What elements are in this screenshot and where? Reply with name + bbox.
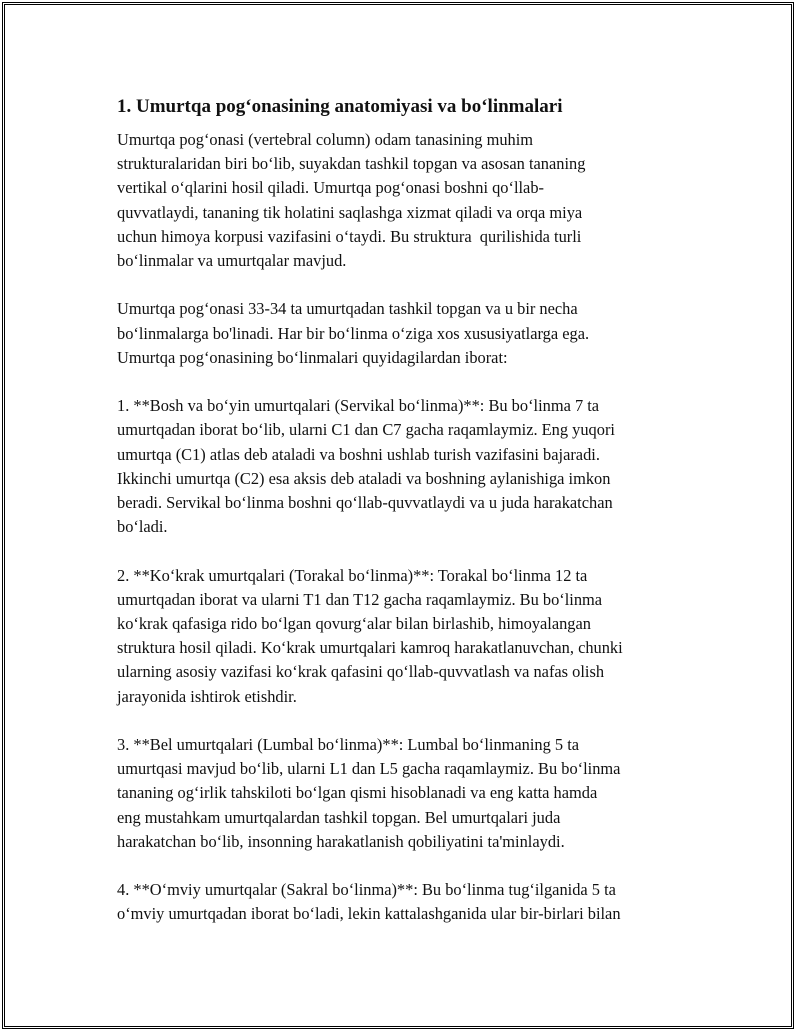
paragraph xyxy=(117,564,697,709)
text-line: strukturalaridan biri bo‘lib, suyakdan tashkil topgan va asosan tananing xyxy=(117,154,586,174)
text-line: Ikkinchi umurtqa (C2) esa aksis deb ataladi va boshning aylanishiga imkon xyxy=(117,468,611,488)
text-line: Umurtqa pog‘onasi 33-34 ta umurtqadan tashkil topgan va u bir necha xyxy=(117,299,578,319)
text-line: uchun himoya korpusi vazifasini o‘taydi. Bu struktura qurilishida turli xyxy=(117,226,582,246)
text-line: 2. **Ko‘krak umurtqalari (Torakal bo‘linma)**: Torakal bo‘linma 12 ta xyxy=(117,565,588,585)
text-line: Umurtqa pog‘onasi (vertebral column) odam tanasining muhim xyxy=(117,130,534,149)
text-line: 4. **O‘mviy umurtqalar (Sakral bo‘linma)**: Bu bo‘linma tug‘ilganida 5 ta xyxy=(117,880,616,900)
paragraph xyxy=(117,733,697,854)
text-line: jarayonida ishtirok etishdir. xyxy=(117,686,297,706)
text-line: umurtqasi mavjud bo‘lib, ularni L1 dan L5 gacha raqamlaymiz. Bu bo‘linma xyxy=(117,759,621,779)
paragraph xyxy=(117,297,697,370)
text-line: beradi. Servikal bo‘linma boshni qo‘llab-quvvatlaydi va u juda harakatchan xyxy=(117,493,613,513)
document-body xyxy=(117,94,697,951)
text-line: tananing og‘irlik tahskiloti bo‘lgan qismi hisoblanadi va eng katta hamda xyxy=(117,783,598,803)
text-line: 1. **Bosh va bo‘yin umurtqalari (Servikal bo‘linma)**: Bu bo‘linma 7 ta xyxy=(117,396,600,416)
text-line: o‘mviy umurtqadan iborat bo‘ladi, lekin kattalashganida ular bir-birlari bilan xyxy=(117,904,621,924)
text-line: quvvatlaydi, tananing tik holatini saqlashga xizmat qiladi va orqa miya xyxy=(117,202,583,222)
text-line: eng mustahkam umurtqalardan tashkil topgan. Bel umurtqalari juda xyxy=(117,807,561,827)
text-line: bo‘ladi. xyxy=(117,517,168,537)
text-line: umurtqadan iborat va ularni T1 dan T12 gacha raqamlaymiz. Bu bo‘linma xyxy=(117,589,603,609)
text-line: ko‘krak qafasiga rido bo‘lgan qovurg‘alar bilan birlashib, himoyalangan xyxy=(117,614,591,634)
text-line: bo‘linmalar va umurtqalar mavjud. xyxy=(117,251,347,271)
text-line: ularning asosiy vazifasi ko‘krak qafasini qo‘llab-quvvatlash va nafas olish xyxy=(117,662,605,682)
paragraph xyxy=(117,394,697,539)
text-line: vertikal o‘qlarini hosil qiladi. Umurtqa pog‘onasi boshni qo‘llab- xyxy=(117,178,544,198)
text-line: bo‘linmalarga bo'linadi. Har bir bo‘linma o‘ziga xos xususiyatlarga ega. xyxy=(117,323,590,343)
text-line: umurtqa (C1) atlas deb ataladi va boshni ushlab turish vazifasini bajaradi. xyxy=(117,444,600,464)
paragraph xyxy=(117,878,697,926)
text-line: 3. **Bel umurtqalari (Lumbal bo‘linma)**: Lumbal bo‘linmaning 5 ta xyxy=(117,735,580,755)
paragraph-list xyxy=(117,128,697,927)
text-line: Umurtqa pog‘onasining bo‘linmalari quyidagilardan iborat: xyxy=(117,347,508,367)
text-line: umurtqadan iborat bo‘lib, ularni C1 dan C7 gacha raqamlaymiz. Eng yuqori xyxy=(117,420,615,440)
paragraph xyxy=(117,128,697,273)
section-heading: 1. Umurtqa pog‘onasining anatomiyasi va bo‘linmalari xyxy=(117,96,563,117)
text-line: harakatchan bo‘lib, insonning harakatlanish qobiliyatini ta'minlaydi. xyxy=(117,831,565,851)
text-line: struktura hosil qiladi. Ko‘krak umurtqalari kamroq harakatlanuvchan, chunki xyxy=(117,638,623,658)
